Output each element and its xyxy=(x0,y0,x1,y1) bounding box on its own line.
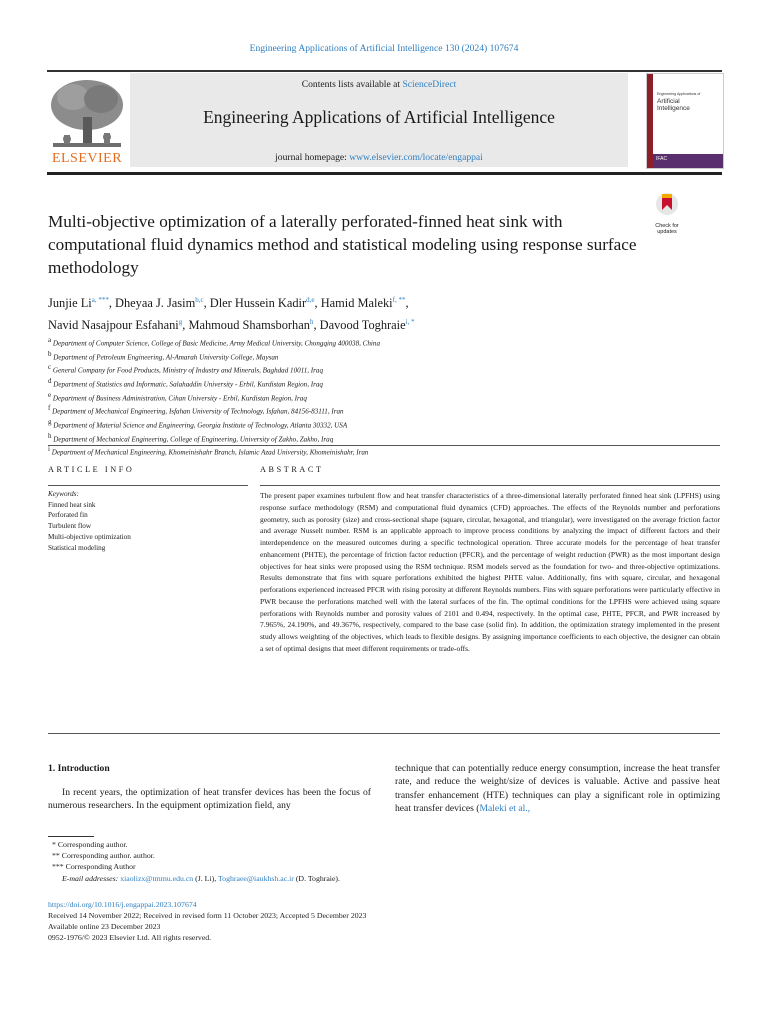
affiliation-text: Department of Material Science and Engineering, Georgia Institute of Technology, Atlanta 30332, USA xyxy=(53,421,348,430)
contents-line xyxy=(130,79,628,90)
footnote: * Corresponding author. xyxy=(52,840,128,849)
affiliation-text: Department of Mechanical Engineering, Khomeinishahr Branch, Islamic Azad University, Khomeinishahr, Iran xyxy=(51,448,369,457)
footnotes xyxy=(52,839,712,884)
keyword: Multi-objective optimization xyxy=(48,532,131,541)
footnote: ** Corresponding author. author. xyxy=(52,851,155,861)
affiliation-text: Department of Business Administration, Cihan University - Erbil, Kurdistan Region, Iraq xyxy=(52,393,307,402)
author-separator: , xyxy=(314,296,321,311)
author-affil-link[interactable]: b,c xyxy=(195,296,204,304)
affiliation-text: Department of Statistics and Informatic, Salahaddin University - Erbil, Kurdistan Region, Iraq xyxy=(53,380,323,389)
elsevier-logo xyxy=(47,73,127,168)
cover-footer xyxy=(653,154,723,168)
doi-link[interactable]: https://doi.org/10.1016/j.engappai.2023.107674 xyxy=(48,900,197,909)
author: Navid Nasajpour Esfahani xyxy=(48,317,179,332)
affiliation-key: b xyxy=(48,349,52,358)
affiliation xyxy=(48,431,688,445)
citation-link[interactable]: Maleki et al., xyxy=(479,802,531,814)
affiliation-text: Department of Petroleum Engineering, Al-Amarah University College, Maysan xyxy=(53,353,279,362)
intro-column-right xyxy=(395,762,720,815)
intro-column-left: In recent years, the optimization of heat transfer devices has been the focus of numerous researchers. In the equipment optimization field, any xyxy=(48,787,371,812)
affiliation-key: e xyxy=(48,390,52,399)
crossmark-icon xyxy=(648,192,686,218)
author-affil-link[interactable]: g xyxy=(178,317,183,326)
email-owner: (D. Toghraie). xyxy=(293,873,340,883)
crossmark-label-2: updates xyxy=(657,229,677,235)
affiliation-key: h xyxy=(48,431,52,440)
author: Davood Toghraie xyxy=(319,317,406,332)
check-for-updates-button[interactable] xyxy=(648,192,686,235)
email-owner: (J. Li), xyxy=(193,873,218,883)
cover-title-2: Artificial xyxy=(657,98,680,105)
email-label: E-mail addresses: xyxy=(62,873,121,883)
affiliation xyxy=(48,403,688,417)
section-divider xyxy=(48,445,720,446)
copyright: 0952-1976/© 2023 Elsevier Ltd. All rights reserved. xyxy=(48,933,212,943)
author-affil-link[interactable]: h xyxy=(309,317,314,326)
article-info-heading: ARTICLE INFO xyxy=(48,465,135,474)
author-separator: , xyxy=(203,296,210,311)
cover-footer-text: IFAC xyxy=(656,156,668,162)
author-separator: , xyxy=(405,296,409,311)
affiliation xyxy=(48,417,688,431)
journal-banner xyxy=(130,73,628,167)
keyword: Statistical modeling xyxy=(48,543,106,552)
affiliation-text: General Company for Food Products, Ministry of Industry and Minerals, Baghdad 10011, Iraq xyxy=(52,366,324,375)
affiliation xyxy=(48,349,688,363)
homepage-link[interactable]: www.elsevier.com/locate/engappai xyxy=(349,152,483,163)
author-affil-link[interactable]: a, *** xyxy=(91,296,109,304)
affiliation-key: f xyxy=(48,404,51,413)
abstract-bottom-rule xyxy=(48,733,720,734)
author: Dler Hussein Kadir xyxy=(209,296,307,311)
top-rule xyxy=(47,70,722,72)
received-dates: Received 14 November 2022; Received in revised form 11 October 2023; Accepted 5 December 2023 xyxy=(48,911,367,921)
affiliation-key: d xyxy=(48,376,52,385)
keywords-block xyxy=(48,489,248,553)
homepage-prefix: journal homepage: xyxy=(275,152,350,163)
keyword: Finned heat sink xyxy=(48,500,96,509)
journal-title: Engineering Applications of Artificial Intelligence xyxy=(203,107,555,127)
affiliation-text: Department of Mechanical Engineering, College of Engineering, University of Zakho, Zakho, Iraq xyxy=(53,434,334,443)
email-link[interactable]: xiaolizx@tmmu.edu.cn xyxy=(120,873,194,883)
email-link[interactable]: Toghraee@iaukhsh.ac.ir xyxy=(217,873,294,883)
contents-prefix: Contents lists available at xyxy=(301,79,403,90)
footnote: *** Corresponding Author xyxy=(52,862,136,872)
abstract-heading: ABSTRACT xyxy=(260,465,324,474)
crossmark-label-1: Check for xyxy=(655,223,679,229)
online-date: Available online 23 December 2023 xyxy=(48,922,161,932)
affiliation xyxy=(48,376,688,390)
affiliation-text: Department of Mechanical Engineering, Isfahan University of Technology, Isfahan, 84156-83111, Iran xyxy=(52,407,344,416)
affiliation xyxy=(48,444,688,458)
author: Hamid Maleki xyxy=(320,296,393,311)
affiliation-key: a xyxy=(48,336,52,344)
keyword: Turbulent flow xyxy=(48,522,92,531)
abstract-text: The present paper examines turbulent flow and heat transfer characteristics of a three-dimensional laterally perforated finned heat sink (LPFHS) using response surface methodology (RSM) and computational fluid dynamics (CFD) approaches. The effects of the Reynolds number and perforations geometry, such as porosity (size) and cross-sectional shape (square, circular, hexagonal, and triangular), were investigated on the average friction factor and average Nusselt number. RSM is an applicable approach to improve process conditions by analyzing the impact of different factors and their interdependence on the measured outcomes during a specific technological operation. Three accurate models for the percentage of heat transfer enhancement (PHTE), the percentage of friction factor reduction (PFCR), and the percentage of weight reduction (PWR) as the most important design objectives for heat sinks were proposed using the RSM technique. RSM models served as the foundation for two- and three-objective optimizations. Results demonstrate that fins with square perforations exhibited the highest PHTE value. Additionally, fins with square, circular, and hexagonal perforations experienced increased PFCR with rising porosity at different Reynolds numbers. Fins with square perforations were particularly effective in PWR because the perforations matched well with the lateral surfaces of the fin. The optimal conditions for the LPFHS were achieved using square perforations with Reynolds number and porosity values of 2101 and 0.494, respectively. In the optimal case, PHTE, PFCR, and PWR increased by 7.965%, 24.190%, and 49.367%, respectively, compared to the base case (solid fin). In addition, the optimization strategy implemented in the present study allows weighting of the objectives, which leads to flexible designs. By assigning importance coefficients to each objective, the designer can obtain a set of optimal designs that meet different requirements or trade-offs. xyxy=(260,491,720,653)
author: Junjie Li xyxy=(48,296,92,311)
author: Dheyaa J. Jasim xyxy=(115,296,196,311)
introduction-heading: 1. Introduction xyxy=(48,763,110,774)
affiliation-key: g xyxy=(48,417,52,426)
article-title: Multi-objective optimization of a laterally perforated-finned heat sink with computational fluid dynamics method and statistical modeling using response surface methodology xyxy=(48,212,637,277)
author-affil-link[interactable]: i, * xyxy=(405,317,415,326)
footnote-rule xyxy=(48,836,94,837)
author-separator: , xyxy=(108,296,116,311)
author-list xyxy=(48,291,688,334)
publication-info xyxy=(48,899,708,943)
author-affil-link[interactable]: d,e xyxy=(306,296,315,304)
keyword: Perforated fin xyxy=(48,511,88,520)
cover-title-3: Intelligence xyxy=(657,105,690,112)
abstract-rule xyxy=(260,485,720,486)
journal-cover-thumbnail[interactable] xyxy=(646,73,724,169)
affiliation-key: i xyxy=(48,445,50,454)
publisher-name: ELSEVIER xyxy=(51,151,123,166)
affiliation xyxy=(48,362,688,376)
header-bottom-rule xyxy=(47,172,722,175)
affiliation-list xyxy=(48,335,688,458)
author-separator: , xyxy=(313,317,320,332)
affiliation-text: Department of Computer Science, College of Basic Medicine, Army Medical University, Chongqing 400038, China xyxy=(52,339,380,348)
sciencedirect-link[interactable]: ScienceDirect xyxy=(402,79,457,90)
email-footnote xyxy=(52,873,712,884)
affiliation xyxy=(48,390,688,404)
intro-right-text: technique that can potentially reduce energy consumption, increase the heat transfer rate, and reduce the weight/size of devices is valuable. Active and passive heat transfer enhancement (HTE) techniques can play a significant role in optimizing heat transfer devices ( xyxy=(395,763,720,814)
author-affil-link[interactable]: f, ** xyxy=(392,296,406,304)
author-separator: , xyxy=(182,317,189,332)
keywords-label: Keywords: xyxy=(48,490,79,498)
article-info-rule xyxy=(48,485,248,486)
journal-homepage xyxy=(130,152,628,163)
author: Mahmoud Shamsborhan xyxy=(188,317,310,332)
cover-title-1: Engineering Applications of xyxy=(657,92,701,96)
affiliation xyxy=(48,335,688,349)
journal-reference[interactable]: Engineering Applications of Artificial Intelligence 130 (2024) 107674 xyxy=(249,43,519,54)
affiliation-key: c xyxy=(48,363,52,372)
